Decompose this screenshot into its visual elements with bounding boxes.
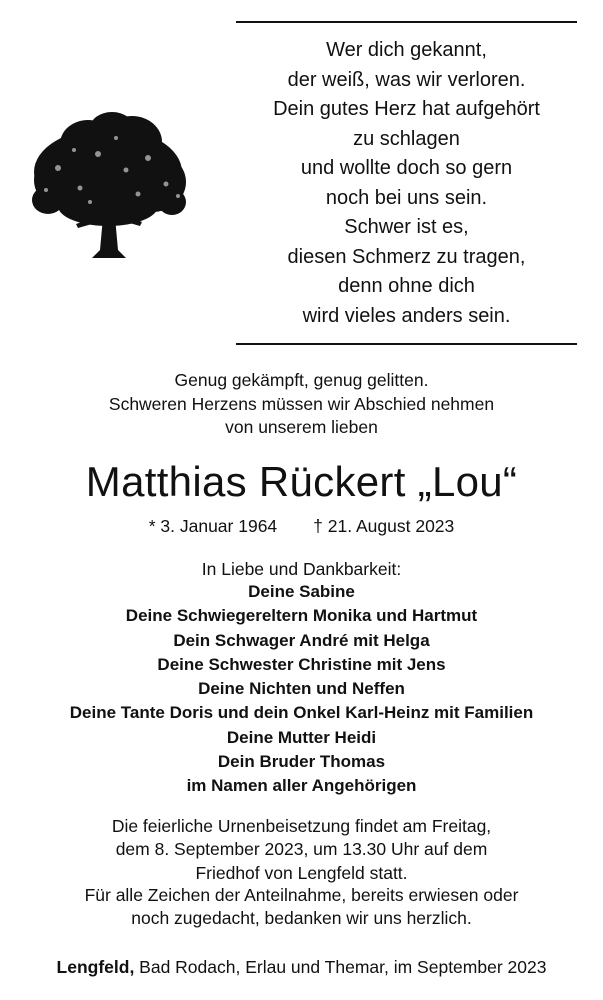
family-member: Dein Schwager André mit Helga: [173, 630, 430, 650]
divider-top: [236, 21, 577, 23]
death-date: † 21. August 2023: [313, 516, 455, 536]
service-line: dem 8. September 2023, um 13.30 Uhr auf dem: [115, 839, 488, 860]
service-line: Friedhof von Lengfeld statt.: [195, 862, 408, 883]
family-member: im Namen aller Angehörigen: [186, 776, 417, 796]
intro-line: von unserem lieben: [225, 417, 378, 437]
poem-line: und wollte doch so gern: [300, 157, 513, 179]
birth-date: * 3. Januar 1964: [148, 516, 278, 536]
life-dates: [0, 513, 603, 539]
intro-text: [0, 369, 603, 440]
poem-line: Wer dich gekannt,: [326, 39, 487, 61]
deceased-name: Matthias Rückert „Lou“: [85, 458, 518, 505]
divider-bottom: [236, 343, 577, 345]
tree-icon: [28, 110, 190, 260]
intro-line: Schweren Herzens müssen wir Abschied nehmen: [108, 393, 495, 414]
family-member: Deine Schwester Christine mit Jens: [157, 654, 446, 674]
poem-line: der weiß, was wir verloren.: [287, 68, 526, 91]
poem-line: Schwer ist es,: [344, 216, 469, 238]
family-member: Deine Nichten und Neffen: [198, 679, 405, 699]
service-line: Die feierliche Urnenbeisetzung findet am Freitag,: [111, 816, 492, 836]
poem-line: wird vieles anders sein.: [302, 304, 511, 327]
family-list: [0, 580, 603, 799]
poem-line: diesen Schmerz zu tragen,: [287, 245, 526, 268]
gratitude-text: [0, 884, 603, 931]
family-member: Deine Sabine: [248, 582, 355, 601]
poem-line: noch bei uns sein.: [325, 186, 488, 209]
closing-place: Lengfeld,: [56, 957, 135, 977]
family-member: Dein Bruder Thomas: [217, 752, 386, 772]
poem-line: Dein gutes Herz hat aufgehört: [273, 98, 540, 120]
gratitude-line: Für alle Zeichen der Anteilnahme, bereits erwiesen oder: [84, 885, 519, 905]
intro-line: Genug gekämpft, genug gelitten.: [174, 370, 429, 390]
family-member: Deine Mutter Heidi: [226, 727, 377, 747]
service-info: [0, 815, 603, 885]
thanks-intro: In Liebe und Dankbarkeit:: [201, 559, 402, 579]
closing-rest: Bad Rodach, Erlau und Themar, im September 2023: [134, 957, 547, 977]
poem: [236, 36, 577, 331]
poem-line: denn ohne dich: [338, 275, 475, 297]
poem-line: zu schlagen: [353, 127, 460, 150]
family-member: Deine Tante Doris und dein Onkel Karl-Heinz mit Familien: [69, 703, 534, 723]
gratitude-line: noch zugedacht, bedanken wir uns herzlich.: [131, 908, 472, 929]
family-member: Deine Schwiegereltern Monika und Hartmut: [125, 606, 478, 626]
closing-line: [0, 955, 603, 979]
